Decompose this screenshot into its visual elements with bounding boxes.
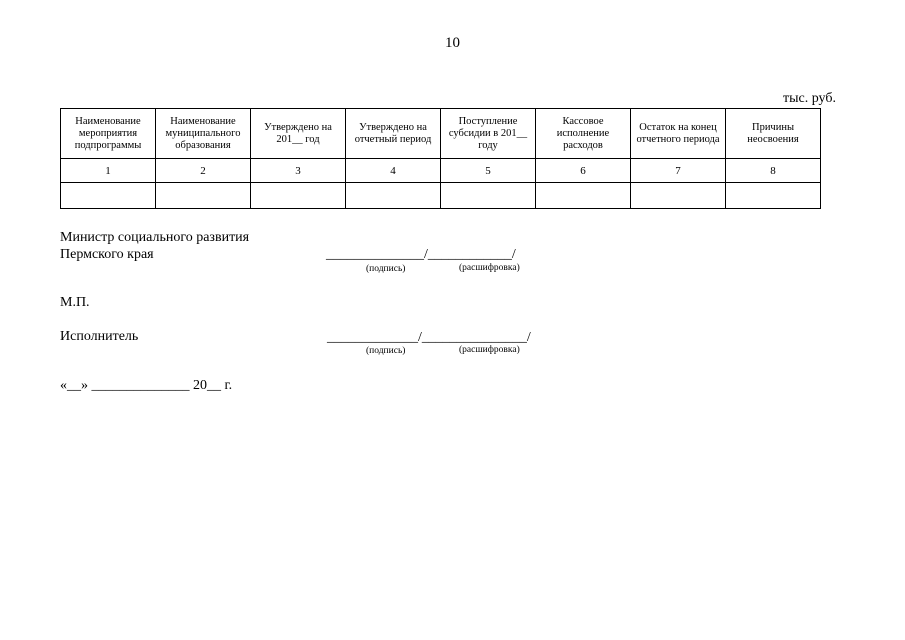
column-number: 6 xyxy=(536,159,631,183)
minister-signature-caption: (подпись) xyxy=(366,264,406,274)
date-line: «__» ______________ 20__ г. xyxy=(60,378,233,393)
executor-signature-caption: (подпись) xyxy=(366,346,406,356)
column-number: 2 xyxy=(156,159,251,183)
minister-title-line1: Министр социального развития xyxy=(60,230,250,245)
table-header-row xyxy=(61,109,821,159)
executor-name-caption: (расшифровка) xyxy=(459,345,520,355)
table-cell xyxy=(441,183,536,209)
column-number-row xyxy=(61,159,821,183)
header-cell: Поступление субсидии в 201__ году xyxy=(441,109,536,159)
table-cell xyxy=(251,183,346,209)
executor-label: Исполнитель xyxy=(60,329,139,344)
table-cell xyxy=(536,183,631,209)
column-number: 5 xyxy=(441,159,536,183)
table-cell xyxy=(156,183,251,209)
report-table xyxy=(60,108,821,209)
column-number: 7 xyxy=(631,159,726,183)
column-number: 1 xyxy=(61,159,156,183)
empty-data-row xyxy=(61,183,821,209)
column-number: 8 xyxy=(726,159,821,183)
page-number: 10 xyxy=(445,35,460,51)
minister-signature-line: ______________/____________/ xyxy=(326,247,516,262)
stamp-label: М.П. xyxy=(60,295,90,310)
table-cell xyxy=(346,183,441,209)
header-cell: Причины неосвоения xyxy=(726,109,821,159)
header-cell: Кассовое исполнение расходов xyxy=(536,109,631,159)
executor-signature-line: _____________/_______________/ xyxy=(327,330,531,345)
minister-title-line2: Пермского края xyxy=(60,247,154,262)
table-cell xyxy=(726,183,821,209)
column-number: 4 xyxy=(346,159,441,183)
header-cell: Утверждено на отчетный период xyxy=(346,109,441,159)
header-cell: Наименование муниципального образования xyxy=(156,109,251,159)
minister-name-caption: (расшифровка) xyxy=(459,263,520,273)
header-cell: Утверждено на 201__ год xyxy=(251,109,346,159)
table-cell xyxy=(631,183,726,209)
currency-units: тыс. руб. xyxy=(783,91,836,106)
column-number: 3 xyxy=(251,159,346,183)
header-cell: Наименование мероприятия подпрограммы xyxy=(61,109,156,159)
table-cell xyxy=(61,183,156,209)
header-cell: Остаток на конец отчетного периода xyxy=(631,109,726,159)
